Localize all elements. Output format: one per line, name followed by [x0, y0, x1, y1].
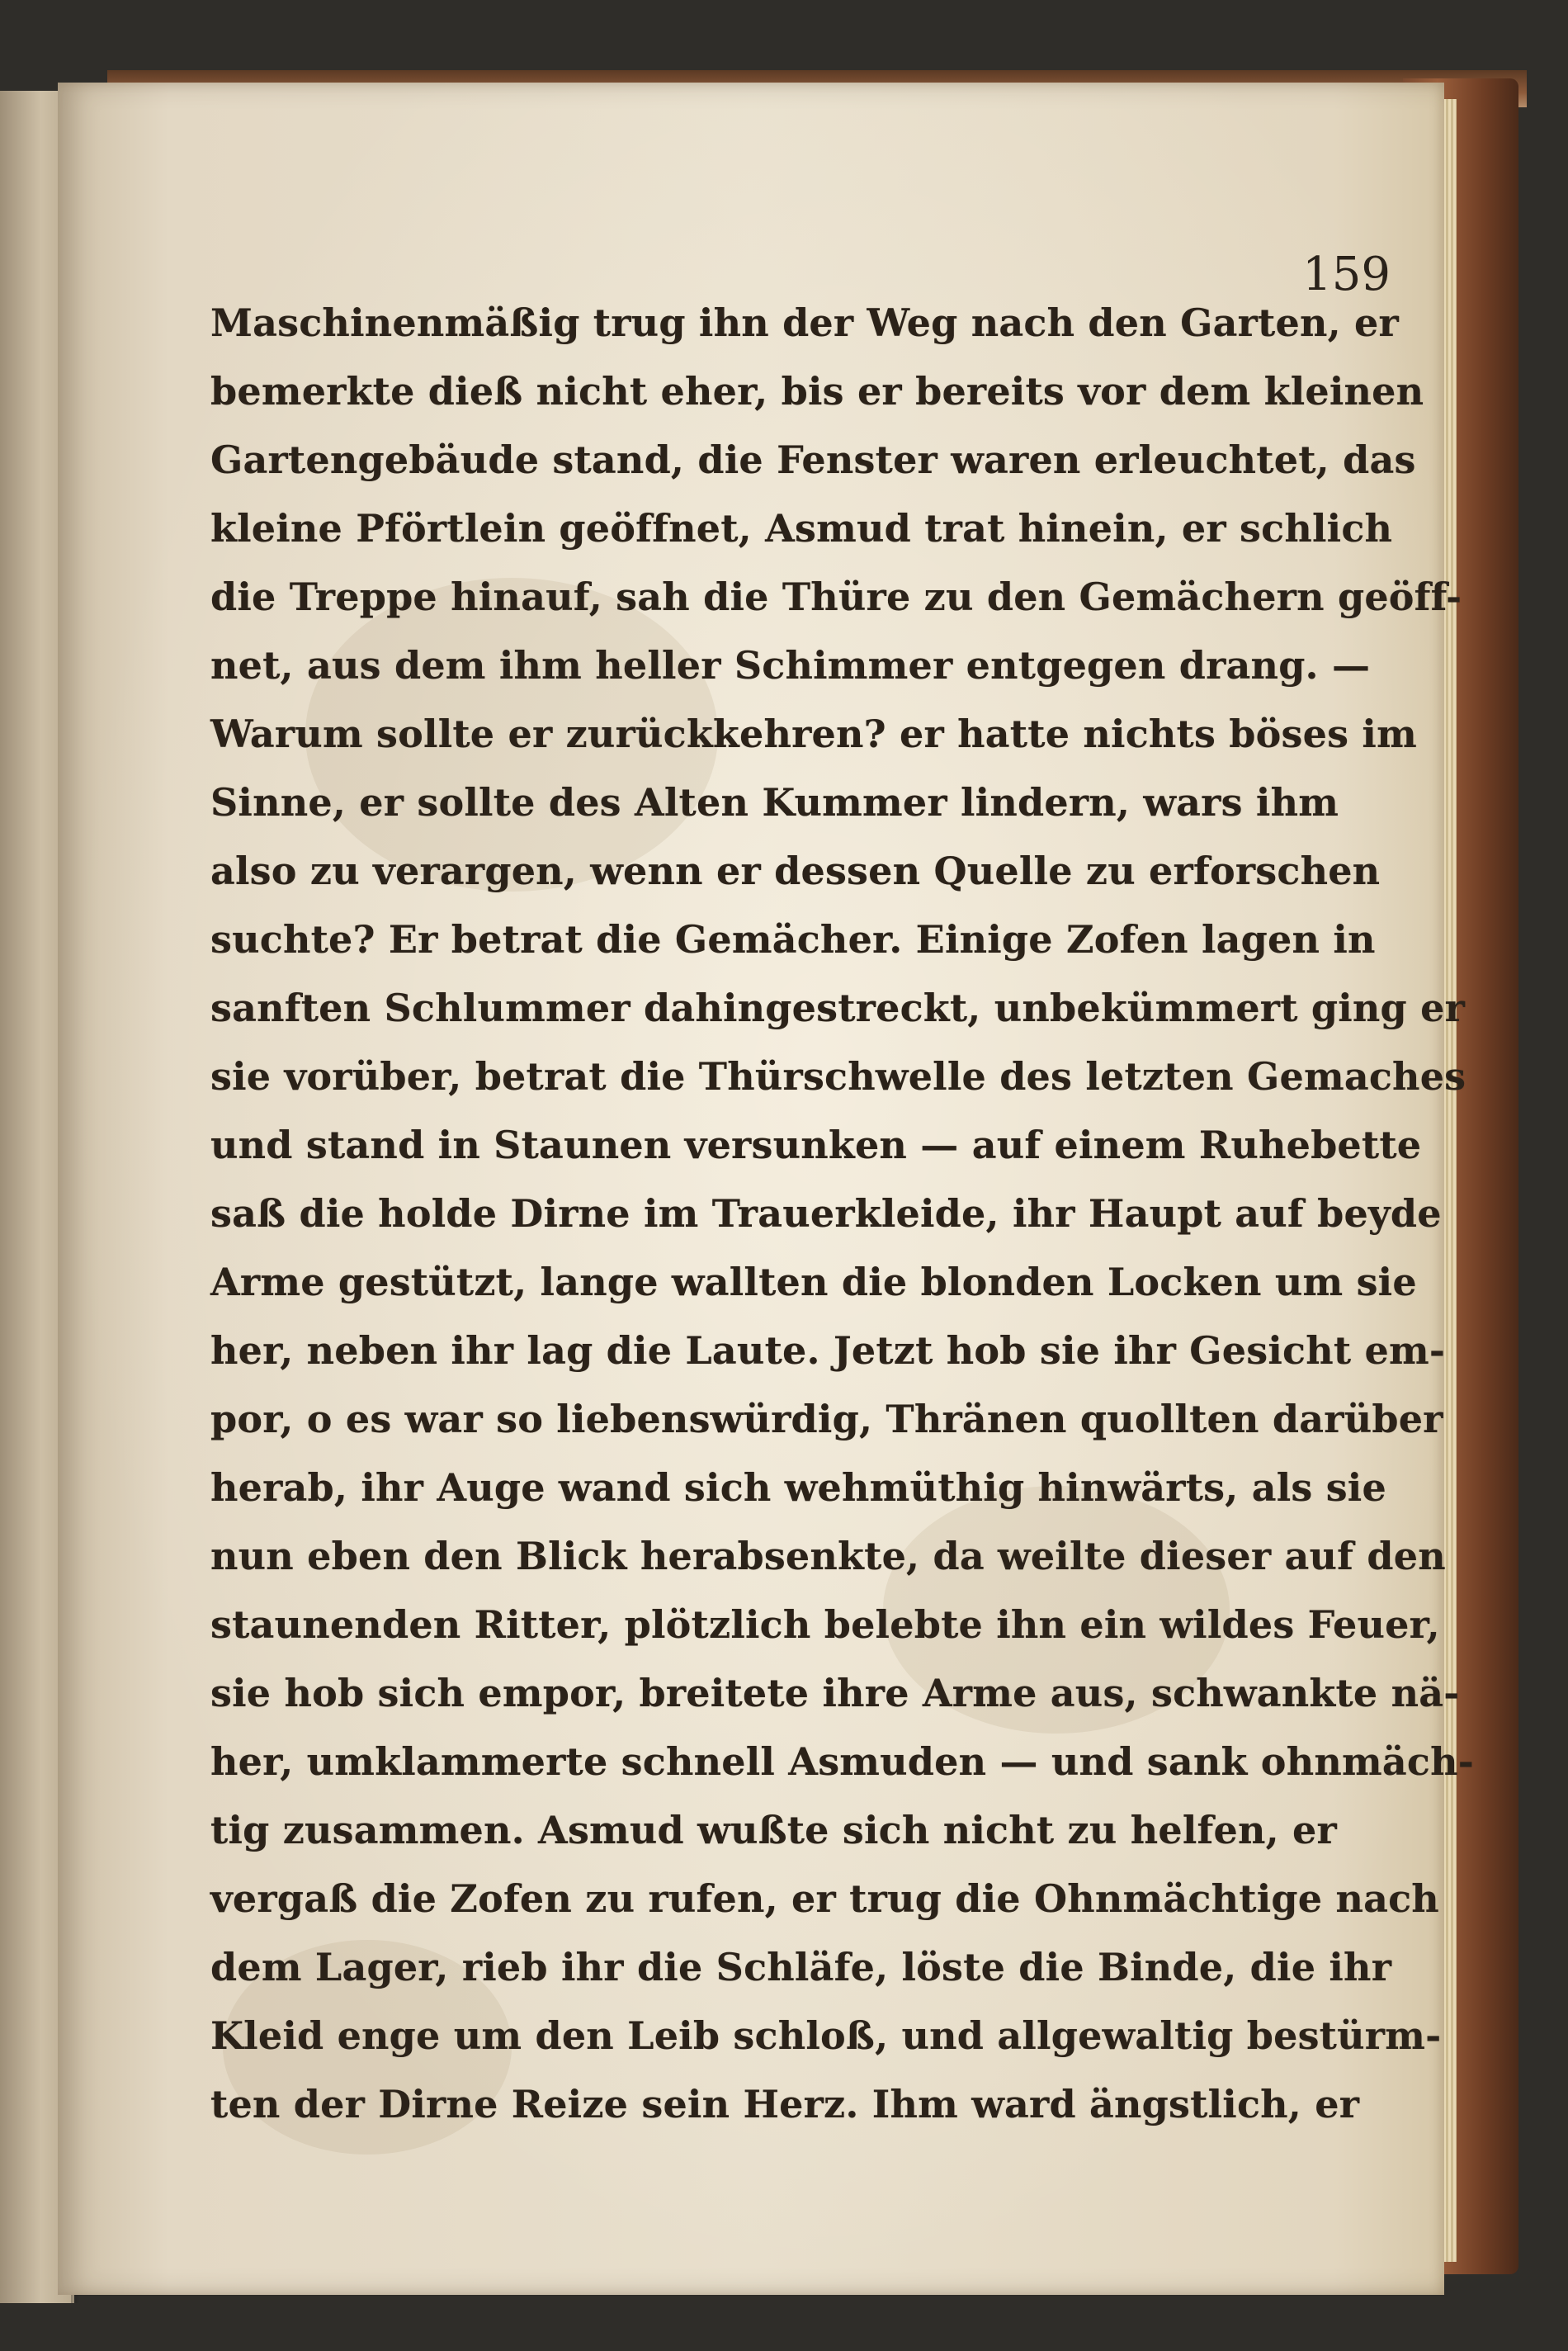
text-line: sanften Schlummer dahingestreckt, unbekümmert ging er: [210, 986, 1466, 1030]
text-line: suchte? Er betrat die Gemächer. Einige Zofen lagen in: [210, 917, 1376, 962]
text-line: tig zusammen. Asmud wußte sich nicht zu helfen, er: [210, 1808, 1337, 1852]
text-line: Arme gestützt, lange wallten die blonden Locken um sie: [210, 1260, 1417, 1304]
text-line: dem Lager, rieb ihr die Schläfe, löste die Binde, die ihr: [210, 1945, 1392, 1989]
text-line: staunenden Ritter, plötzlich belebte ihn ein wildes Feuer,: [210, 1602, 1440, 1647]
text-line: Sinne, er sollte des Alten Kummer lindern, wars ihm: [210, 780, 1339, 825]
text-line: Warum sollte er zurückkehren? er hatte nichts böses im: [210, 712, 1417, 756]
text-line: Maschinenmäßig trug ihn der Weg nach den Garten, er: [210, 300, 1399, 345]
text-line: und stand in Staunen versunken — auf einem Ruhebette: [210, 1123, 1422, 1167]
text-line: sie vorüber, betrat die Thürschwelle des letzten Gemaches: [210, 1054, 1466, 1099]
text-line: Kleid enge um den Leib schloß, und allgewaltig bestürm-: [210, 2013, 1442, 2058]
text-line: por, o es war so liebenswürdig, Thränen quollten darüber: [210, 1397, 1443, 1441]
text-line: sie hob sich empor, breitete ihre Arme aus, schwankte nä-: [210, 1671, 1460, 1715]
text-line: bemerkte dieß nicht eher, bis er bereits vor dem kleinen: [210, 369, 1424, 414]
text-line: herab, ihr Auge wand sich wehmüthig hinwärts, als sie: [210, 1465, 1386, 1510]
text-line: ten der Dirne Reize sein Herz. Ihm ward ängstlich, er: [210, 2082, 1360, 2126]
text-line: nun eben den Blick herabsenkte, da weilte dieser auf den: [210, 1534, 1446, 1578]
text-line: her, umklammerte schnell Asmuden — und sank ohnmäch-: [210, 1739, 1475, 1784]
page-number: 159: [1302, 248, 1391, 301]
text-line: her, neben ihr lag die Laute. Jetzt hob sie ihr Gesicht em-: [210, 1328, 1446, 1373]
text-line: vergaß die Zofen zu rufen, er trug die Ohnmächtige nach: [210, 1876, 1439, 1921]
book-page: [58, 83, 1475, 2295]
text-line: kleine Pförtlein geöffnet, Asmud trat hinein, er schlich: [210, 506, 1393, 551]
text-line: die Treppe hinauf, sah die Thüre zu den Gemächern geöff-: [210, 575, 1462, 619]
text-line: Gartengebäude stand, die Fenster waren erleuchtet, das: [210, 438, 1416, 482]
body-text: [210, 289, 1475, 2139]
text-line: net, aus dem ihm heller Schimmer entgegen drang. —: [210, 643, 1371, 688]
text-line: saß die holde Dirne im Trauerkleide, ihr Haupt auf beyde: [210, 1191, 1442, 1236]
text-line: also zu verargen, wenn er dessen Quelle zu erforschen: [210, 849, 1381, 893]
